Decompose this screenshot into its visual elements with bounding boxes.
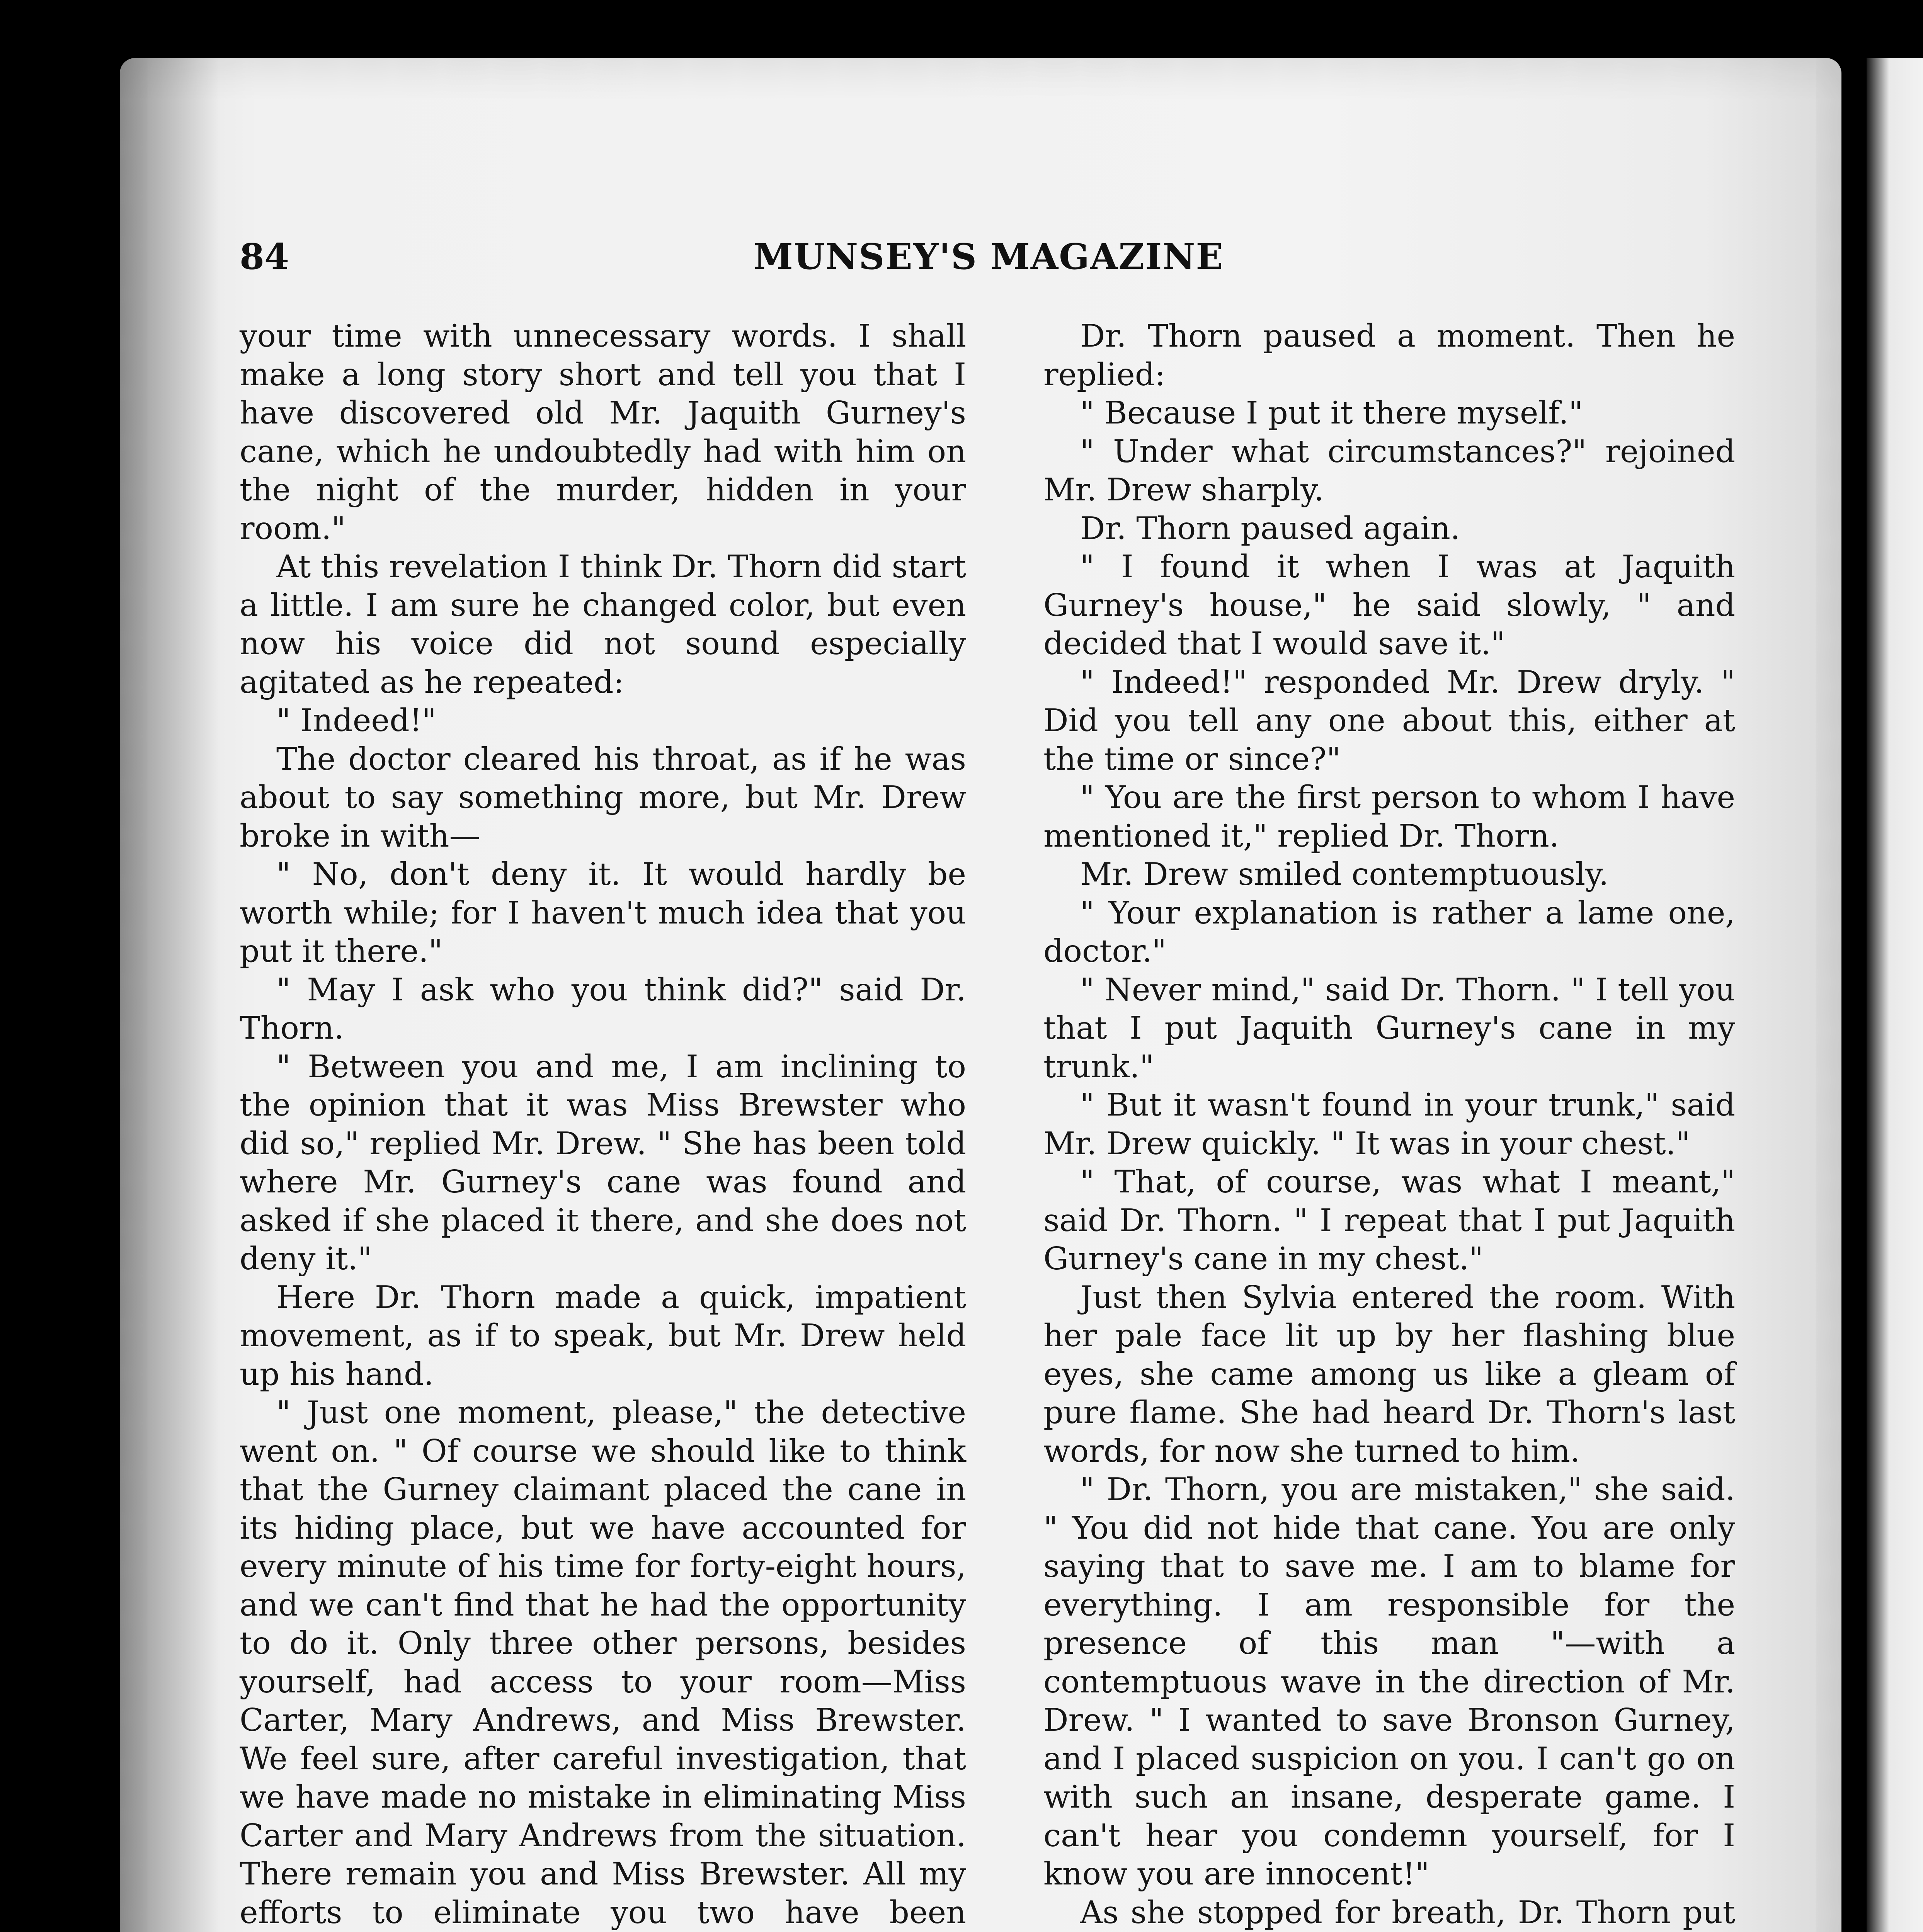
- paragraph: Mr. Drew smiled contemptuously.: [1080, 856, 1609, 892]
- paragraph: " That, of course, was what I meant," said Dr. Thorn. " I repeat that I put Jaquith Gurney's cane in my chest.": [1043, 1163, 1735, 1277]
- paragraph: " No, don't deny it. It would hardly be worth while; for I haven't much idea that you put it there.": [240, 856, 966, 969]
- paragraph: " Never mind," said Dr. Thorn. " I tell you that I put Jaquith Gurney's cane in my trunk.": [1043, 971, 1735, 1085]
- paragraph: The doctor cleared his throat, as if he was about to say something more, but Mr. Drew broke in with—: [240, 740, 966, 854]
- paragraph: " May I ask who you think did?" said Dr. Thorn.: [240, 971, 966, 1046]
- paragraph: " Indeed!" responded Mr. Drew dryly. " Did you tell any one about this, either at the time or since?": [1043, 663, 1735, 777]
- paragraph: " Under what circumstances?" rejoined Mr. Drew sharply.: [1043, 433, 1735, 508]
- page-header: [240, 236, 1685, 282]
- paragraph: " Dr. Thorn, you are mistaken," she said. " You did not hide that cane. You are only saying that to save me. I am to blame for everything. I am responsible for the presence of this man "—with a contemptuous wave in the direction of Mr. Drew. " I wanted to save Bronson Gurney, and I placed suspicion on you. I can't go on with such an insane, desperate game. I can't hear you condemn yourself, for I know you are innocent!": [1043, 1471, 1735, 1892]
- paragraph: " Your explanation is rather a lame one, doctor.": [1043, 894, 1735, 969]
- paragraph: " Indeed!": [276, 702, 436, 738]
- paragraph: Dr. Thorn paused again.: [1080, 510, 1460, 546]
- paragraph: your time with unnecessary words. I shall make a long story short and tell you that I have discovered old Mr. Jaquith Gurney's cane, which he undoubtedly had with him on the night of the murder, hidden in your room.": [240, 318, 966, 546]
- paragraph: At this revelation I think Dr. Thorn did start a little. I am sure he changed color, but even now his voice did not sound especially agitated as he repeated:: [240, 548, 966, 700]
- next-page-edge: [1867, 58, 1923, 1932]
- left-column: [240, 317, 966, 1932]
- page-gutter-shadow: [120, 58, 220, 1932]
- paragraph: " But it wasn't found in your trunk," said Mr. Drew quickly. " It was in your chest.": [1043, 1087, 1735, 1162]
- paragraph: Just then Sylvia entered the room. With her pale face lit up by her flashing blue eyes, she came among us like a gleam of pure flame. She had heard Dr. Thorn's last words, for now she turned to him.: [1043, 1279, 1735, 1469]
- paragraph: " Because I put it there myself.": [1080, 395, 1583, 431]
- paragraph: Dr. Thorn paused a moment. Then he replied:: [1043, 318, 1735, 393]
- paragraph: " I found it when I was at Jaquith Gurney's house," he said slowly, " and decided that I would save it.": [1043, 548, 1735, 662]
- running-head: MUNSEY'S MAGAZINE: [754, 236, 1224, 277]
- paragraph: " Between you and me, I am inclining to the opinion that it was Miss Brewster who did so," replied Mr. Drew. " She has been told where Mr. Gurney's cane was found and asked if she placed it there, and she does not deny it.": [240, 1048, 966, 1277]
- paragraph: As she stopped for breath, Dr. Thorn put: [1080, 1894, 1735, 1930]
- paragraph: Here Dr. Thorn made a quick, impatient movement, as if to speak, but Mr. Drew held up his hand.: [240, 1279, 966, 1392]
- paragraph: " You are the first person to whom I have mentioned it," replied Dr. Thorn.: [1043, 779, 1735, 854]
- page-number: 84: [240, 236, 289, 277]
- right-column: [1043, 317, 1735, 1932]
- paragraph: " Just one moment, please," the detective went on. " Of course we should like to think that the Gurney claimant placed the cane in its hiding place, but we have accounted for every minute of his time for forty-eight hours, and we can't find that he had the opportunity to do it. Only three other persons, besides yourself, had access to your room—Miss Carter, Mary Andrews, and Miss Brewster. We feel sure, after careful investigation, that we have made no mistake in eliminating Miss Carter and Mary Andrews from the situation. There remain you and Miss Brewster. All my efforts to eliminate you two have been: [240, 1394, 966, 1930]
